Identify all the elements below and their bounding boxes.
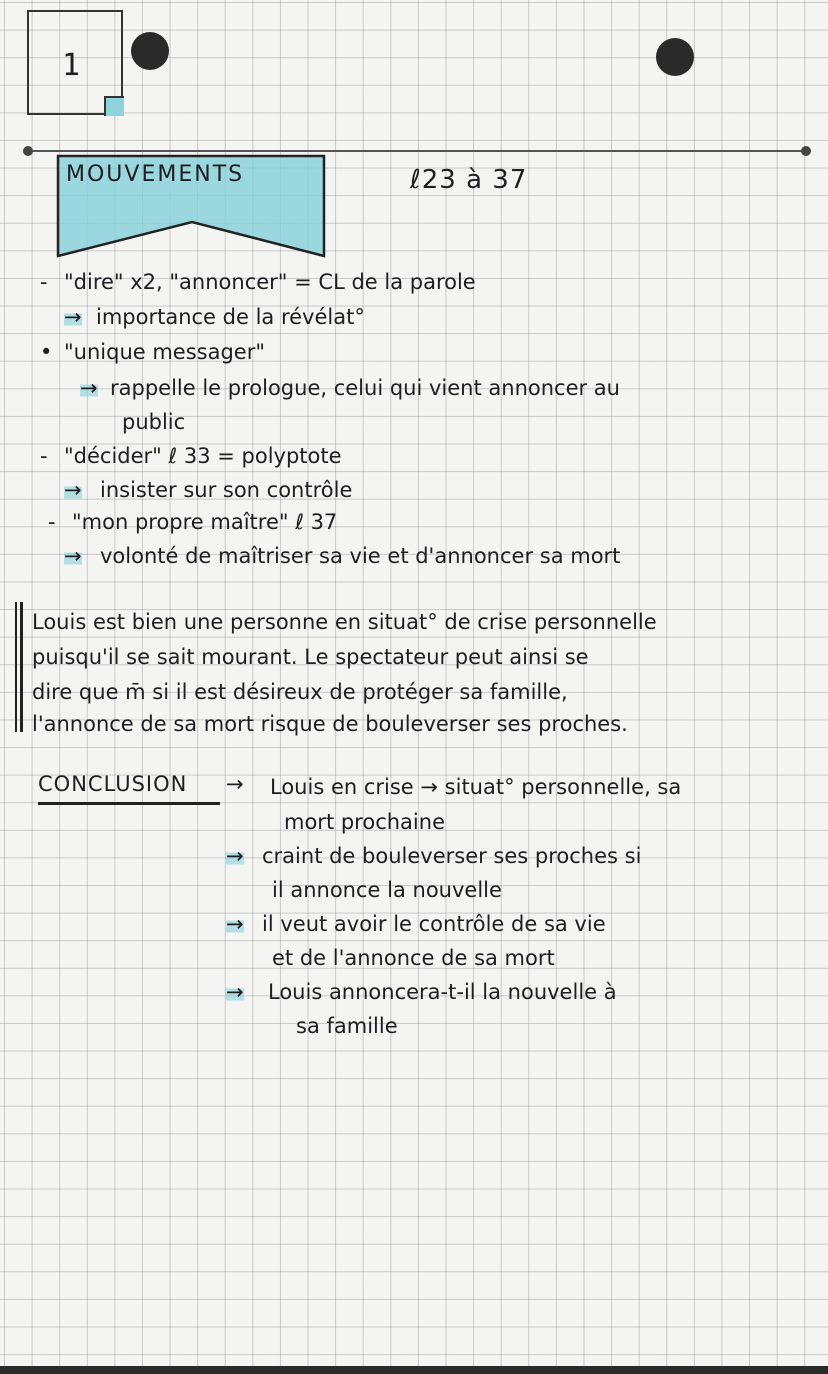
note-line: "mon propre maître" ℓ 37 (72, 510, 338, 534)
conclusion-line: Louis en crise → situat° personnelle, sa (270, 775, 682, 799)
conclusion-arrow: → (226, 980, 244, 1004)
quote-bar-inner (20, 602, 23, 732)
note-arrow: → (64, 305, 82, 329)
binder-hole-right (656, 38, 694, 76)
note-bullet: - (40, 444, 48, 468)
note-bullet: - (48, 510, 56, 534)
lines-reference: ℓ23 à 37 (410, 165, 528, 195)
conclusion-line: mort prochaine (284, 810, 445, 834)
note-arrow: → (64, 478, 82, 502)
page-corner-fold (104, 96, 124, 116)
conclusion-arrow: → (226, 844, 244, 868)
page-number: 1 (62, 48, 81, 83)
conclusion-line: et de l'annonce de sa mort (272, 946, 555, 970)
note-line: volonté de maîtriser sa vie et d'annoncer sa mort (100, 544, 621, 568)
rule-end-dot-left (23, 146, 33, 156)
conclusion-label: CONCLUSION (38, 772, 188, 796)
conclusion-underline (38, 802, 220, 805)
rule-end-dot-right (801, 146, 811, 156)
note-line: "dire" x2, "annoncer" = CL de la parole (64, 270, 476, 294)
conclusion-line: il veut avoir le contrôle de sa vie (262, 912, 606, 936)
note-line: "unique messager" (64, 340, 266, 364)
note-arrow: → (80, 376, 98, 400)
note-bullet: • (40, 340, 53, 364)
conclusion-line: Louis annoncera-t-il la nouvelle à (268, 980, 617, 1004)
paragraph-line: l'annonce de sa mort risque de bouleverser ses proches. (32, 712, 628, 736)
note-line: importance de la révélat° (96, 305, 365, 329)
page-bottom-edge (0, 1366, 828, 1374)
note-line: insister sur son contrôle (100, 478, 353, 502)
paragraph-line: Louis est bien une personne en situat° de crise personnelle (32, 610, 657, 634)
note-bullet: - (40, 270, 48, 294)
conclusion-arrow: → (226, 912, 244, 936)
quote-bar-outer (15, 602, 17, 732)
binder-hole-left (131, 32, 169, 70)
note-line: public (122, 410, 186, 434)
note-arrow: → (64, 544, 82, 568)
conclusion-line: craint de bouleverser ses proches si (262, 844, 642, 868)
note-line: rappelle le prologue, celui qui vient annoncer au (110, 376, 620, 400)
paragraph-line: dire que m̄ si il est désireux de protéger sa famille, (32, 680, 568, 704)
conclusion-arrow: → (226, 772, 244, 796)
paragraph-line: puisqu'il se sait mourant. Le spectateur peut ainsi se (32, 645, 589, 669)
section-title: MOUVEMENTS (66, 162, 245, 187)
conclusion-line: sa famille (296, 1014, 398, 1038)
note-line: "décider" ℓ 33 = polyptote (64, 444, 342, 468)
conclusion-line: il annonce la nouvelle (272, 878, 502, 902)
